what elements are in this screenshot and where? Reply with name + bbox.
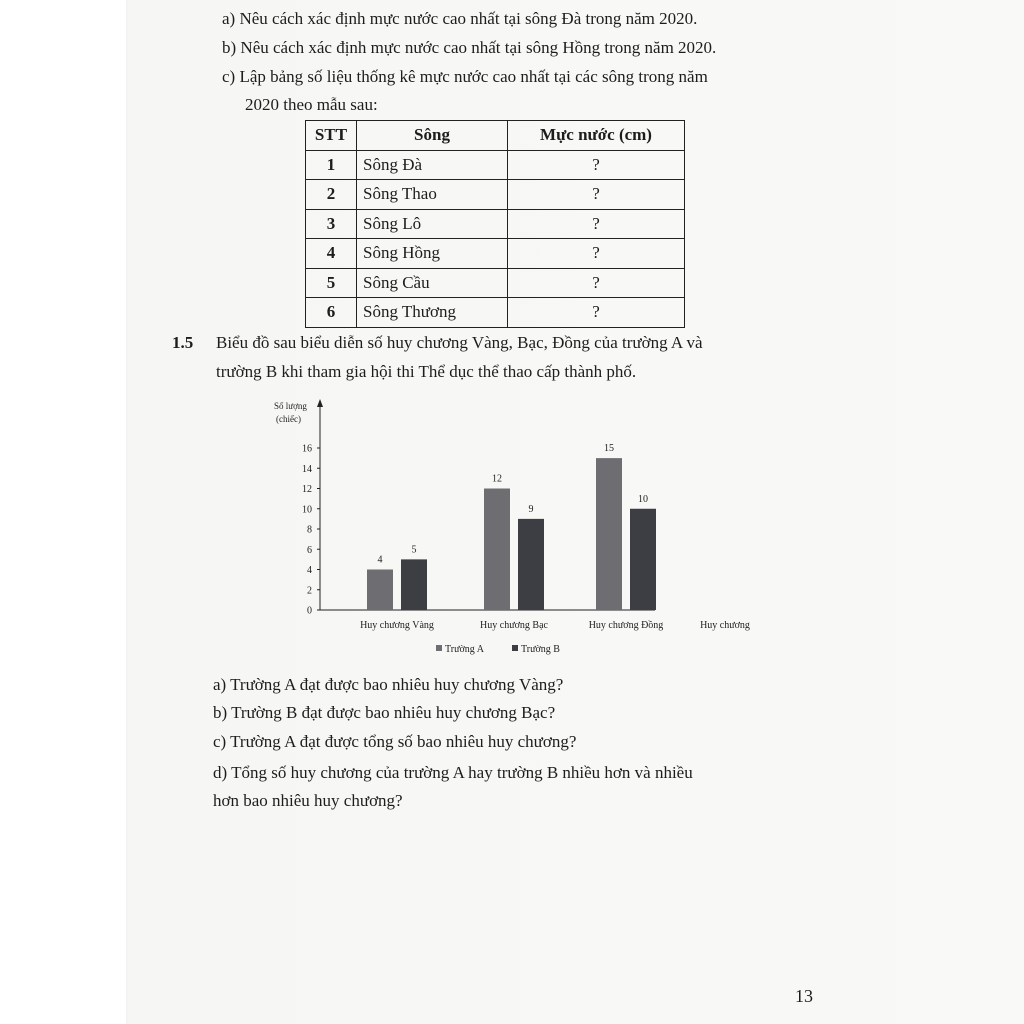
cell-song: Sông Hồng (357, 239, 508, 269)
cell-stt: 3 (306, 209, 357, 239)
cell-value: ? (508, 239, 685, 269)
river-table (305, 120, 685, 328)
question-a-prev: a) Nêu cách xác định mực nước cao nhất tại sông Đà trong năm 2020. (222, 9, 698, 28)
sub-question-c: c) Trường A đạt được tổng số bao nhiêu huy chương? (213, 732, 577, 751)
table-row (306, 209, 685, 239)
header-stt: STT (306, 121, 357, 151)
category-label: Huy chương Bạc (480, 620, 548, 631)
y-tick-label: 14 (302, 463, 312, 475)
cell-value: ? (508, 209, 685, 239)
y-tick-label: 8 (307, 524, 312, 536)
question-b-prev: b) Nêu cách xác định mực nước cao nhất tại sông Hồng trong năm 2020. (222, 38, 717, 57)
y-axis-label: Số lượng (274, 401, 307, 411)
cell-song: Sông Đà (357, 150, 508, 180)
legend-label: Trường B (521, 644, 560, 655)
cell-stt: 2 (306, 180, 357, 210)
bar-truong-b-1 (518, 519, 544, 610)
cell-song: Sông Thao (357, 180, 508, 210)
cell-stt: 4 (306, 239, 357, 269)
page-gutter-shadow (126, 0, 132, 1024)
y-tick-label: 4 (307, 565, 312, 576)
table-row (306, 150, 685, 180)
bar-truong-b-0 (401, 559, 427, 610)
bar-value-label: 10 (638, 493, 648, 505)
y-tick-label: 16 (302, 443, 312, 455)
legend-label: Trường A (445, 644, 484, 655)
cell-value: ? (508, 268, 685, 298)
y-tick-label: 12 (302, 484, 312, 495)
cell-song: Sông Cầu (357, 268, 508, 298)
y-axis-unit-label: (chiếc) (276, 414, 301, 424)
cell-song: Sông Lô (357, 209, 508, 239)
cell-song: Sông Thương (357, 298, 508, 328)
exercise-text-line1: Biểu đồ sau biểu diễn số huy chương Vàng, Bạc, Đồng của trường A và (216, 333, 703, 352)
sub-question-d-line1: d) Tổng số huy chương của trường A hay trường B nhiều hơn và nhiều (213, 763, 693, 782)
question-c-prev-line1: c) Lập bảng số liệu thống kê mực nước cao nhất tại các sông trong năm (222, 67, 708, 86)
bar-value-label: 9 (528, 503, 534, 515)
sub-question-d-line2: hơn bao nhiêu huy chương? (213, 791, 403, 810)
y-tick-label: 10 (302, 504, 312, 516)
bar-truong-a-0 (367, 570, 393, 611)
exercise-text-line2: trường B khi tham gia hội thi Thể dục thể thao cấp thành phố. (216, 362, 637, 381)
question-c-prev-line2: 2020 theo mẫu sau: (245, 95, 378, 114)
legend-swatch (512, 645, 518, 651)
medal-chart (260, 395, 780, 670)
bar-truong-b-2 (630, 509, 656, 610)
y-tick-label: 6 (307, 544, 312, 556)
legend-swatch (436, 645, 442, 651)
bar-value-label: 4 (377, 554, 383, 566)
sub-question-b: b) Trường B đạt được bao nhiêu huy chương Bạc? (213, 703, 556, 722)
table-row (306, 268, 685, 298)
exercise-number: 1.5 (172, 333, 194, 352)
bar-value-label: 15 (604, 443, 614, 455)
cell-value: ? (508, 180, 685, 210)
table-row (306, 180, 685, 210)
header-song: Sông (357, 121, 508, 151)
bar-value-label: 5 (411, 544, 417, 556)
bar-value-label: 12 (492, 473, 502, 485)
y-axis-arrow (317, 399, 323, 407)
cell-value: ? (508, 298, 685, 328)
cell-stt: 6 (306, 298, 357, 328)
table-row (306, 298, 685, 328)
table-header-row (306, 121, 685, 151)
cell-stt: 1 (306, 150, 357, 180)
sub-question-a: a) Trường A đạt được bao nhiêu huy chương Vàng? (213, 675, 564, 694)
bar-truong-a-2 (596, 458, 622, 610)
category-label: Huy chương Đồng (588, 620, 664, 631)
category-label: Huy chương Vàng (360, 620, 434, 631)
page-number: 13 (795, 986, 813, 1006)
bar-truong-a-1 (484, 489, 510, 611)
cell-value: ? (508, 150, 685, 180)
y-tick-label: 2 (307, 585, 312, 597)
cell-stt: 5 (306, 268, 357, 298)
header-muc-nuoc: Mực nước (cm) (508, 121, 685, 151)
y-tick-label: 0 (307, 605, 312, 617)
medal-chart-svg (260, 395, 780, 670)
table-row (306, 239, 685, 269)
x-axis-label: Huy chương (700, 620, 750, 631)
